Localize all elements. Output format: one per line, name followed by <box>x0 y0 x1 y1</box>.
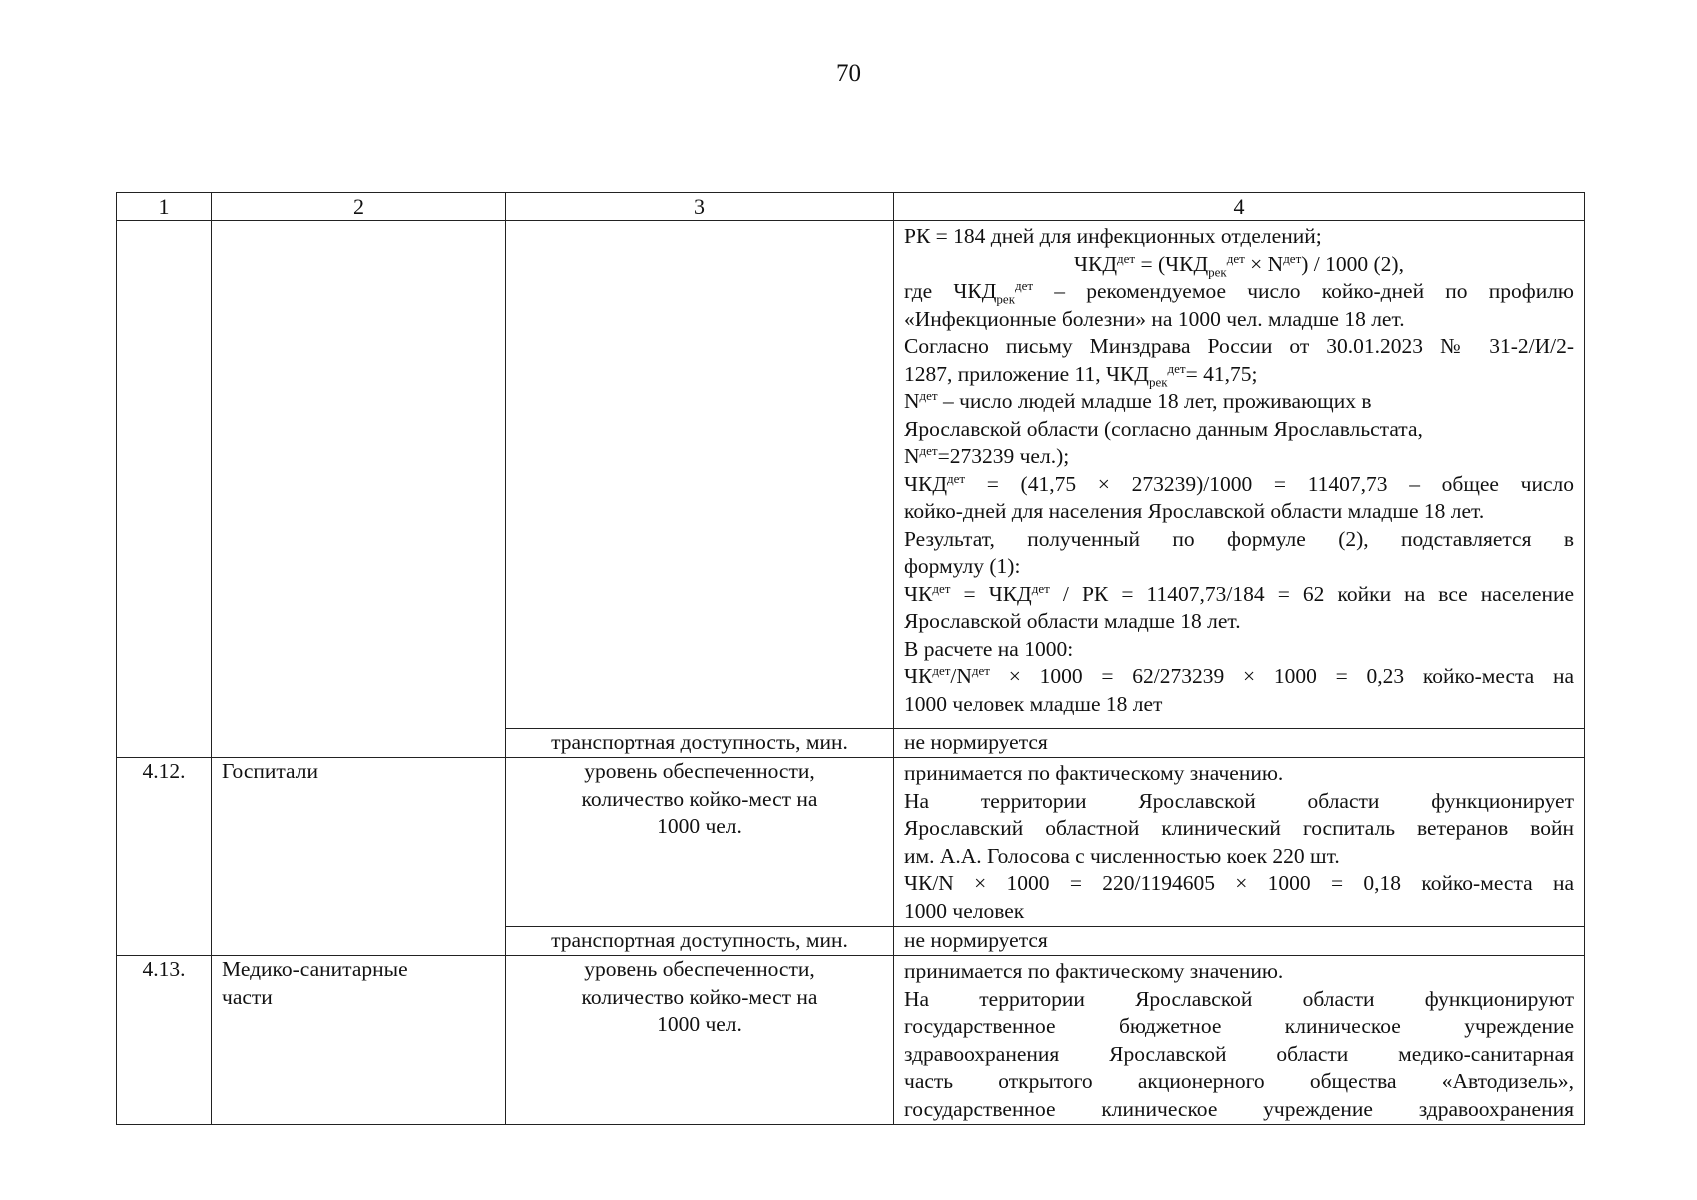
formula-2: $ЧКД^{дет} = (ЧКД_{рек}^{дет} \times N^{дет}) / 1000$ (2), <box>1074 250 1404 279</box>
row-name: Медико-санитарные части <box>212 956 506 1125</box>
text-line: Согласно письму Минздрава России от 30.01.2023 № 31-2/И/2- <box>904 334 1574 358</box>
text-line: часть открытого акционерного общества «Автодизель», <box>904 1069 1574 1093</box>
text-line: $N^{дет}$ – число людей младше 18 лет, проживающих в <box>904 387 1372 413</box>
row-name: Госпитали <box>212 758 506 956</box>
transport-label-cell: транспортная доступность, мин. <box>506 927 894 956</box>
text-line: В расчете на 1000: <box>904 636 1074 661</box>
text-line: $ЧКД^{дет} = (41,75 \times 273239)/1000 = 11407,73$ – общее число <box>904 470 1574 496</box>
cont-indicator-cell <box>506 221 894 729</box>
text-line: ЧК/N × 1000 = 220/1194605 × 1000 = 0,18 койко-места на <box>904 871 1574 895</box>
text-line: На территории Ярославской области функционирует <box>904 788 1574 813</box>
requirements-table <box>116 192 1585 1125</box>
provision-label-cell: уровень обеспеченности, количество койко-мест на 1000 чел. <box>506 758 894 927</box>
text-line: государственное клиническое учреждение здравоохранения <box>904 1096 1574 1121</box>
text-line: Ярославской области младше 18 лет. <box>904 609 1241 633</box>
cont-num-cell <box>117 221 212 758</box>
row-number: 4.12. <box>117 758 212 956</box>
provision-label-cell: уровень обеспеченности, количество койко-мест на 1000 чел. <box>506 956 894 1125</box>
text-line: Ярославский областной клинический госпиталь ветеранов войн <box>904 816 1574 840</box>
page-number: 70 <box>836 60 861 87</box>
text-line: $ЧК^{дет} = ЧКД^{дет}$ / РК = 11407,73/184 = 62 койки на все население <box>904 580 1574 606</box>
text-line: 1000 человек <box>904 898 1025 923</box>
text-line: им. А.А. Голосова с численностью коек 220 шт. <box>904 843 1340 868</box>
text-line: 1287, приложение 11, $ЧКД_{рек}^{дет}= 41,75$; <box>904 360 1258 389</box>
value-cell <box>894 956 1585 1125</box>
header-col-3: 3 <box>506 193 894 221</box>
header-col-2: 2 <box>212 193 506 221</box>
text-line: $ЧК^{дет}/N^{дет} \times 1000 = 62/273239 \times 1000 = 0,23$ койко-места на <box>904 662 1574 688</box>
text-line: здравоохранения Ярославской области медико-санитарная <box>904 1041 1574 1066</box>
text-line: На территории Ярославской области функционируют <box>904 986 1574 1011</box>
transport-label-cell: транспортная доступность, мин. <box>506 729 894 758</box>
table-row <box>117 758 1585 927</box>
text-line: $N^{дет}=273239$ чел.); <box>904 442 1070 468</box>
text-line: 1000 человек младше 18 лет <box>904 691 1163 716</box>
table-row <box>117 956 1585 1125</box>
text-line: «Инфекционные болезни» на 1000 чел. младше 18 лет. <box>904 306 1405 331</box>
text-line: Ярославской области (согласно данным Ярославльстата, <box>904 416 1423 441</box>
value-cell <box>894 758 1585 927</box>
cont-value-cell <box>894 221 1585 729</box>
text-line: где $ЧКД_{рек}^{дет}$ – рекомендуемое число койко-дней по профилю <box>904 277 1574 307</box>
not-normed-cell: не нормируется <box>894 729 1585 758</box>
text-line: формулу (1): <box>904 554 1021 578</box>
text-line: принимается по фактическому значению. <box>904 761 1284 785</box>
table-row <box>117 221 1585 729</box>
header-col-1: 1 <box>117 193 212 221</box>
header-row <box>117 193 1585 221</box>
row-number: 4.13. <box>117 956 212 1125</box>
cont-name-cell <box>212 221 506 758</box>
text-line: принимается по фактическому значению. <box>904 959 1284 983</box>
text-line: Результат, полученный по формуле (2), подставляется в <box>904 526 1574 551</box>
text-line: государственное бюджетное клиническое учреждение <box>904 1014 1574 1038</box>
text-line: койко-дней для населения Ярославской области младше 18 лет. <box>904 499 1485 523</box>
text-line: РК = 184 дней для инфекционных отделений; <box>904 224 1322 248</box>
header-col-4: 4 <box>894 193 1585 221</box>
not-normed-cell: не нормируется <box>894 927 1585 956</box>
